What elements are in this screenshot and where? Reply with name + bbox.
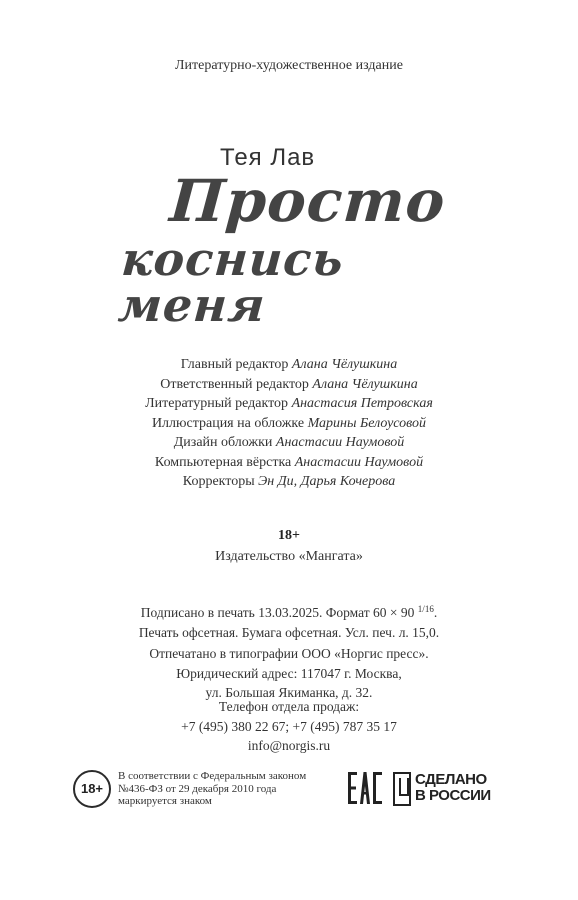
credit-role: Ответственный редактор [160,376,309,392]
credit-row [0,433,578,453]
age-18-badge-icon: 18+ [73,770,111,808]
print-info [0,600,578,642]
sales-email[interactable]: info@norgis.ru [247,738,331,753]
eac-icon [348,770,382,806]
print-signed-line: Подписано в печать 13.03.2025. Формат 60 × 90 $^{1/16}$. [140,604,438,620]
sales-label: Телефон отдела продаж: [218,699,360,714]
print-paper: Печать офсетная. Бумага офсетная. Усл. печ. л. 15,0. [138,624,440,640]
credit-name: Анастасия Петровская [291,396,433,411]
law-notice [118,770,306,808]
made-in-russia-text [415,772,491,804]
credit-name: Алана Чёлушкина [291,357,398,372]
format-fraction-num: 1 [417,604,423,614]
law-line-2: №436-ФЗ от 29 декабря 2010 года [118,782,277,795]
credit-role: Литературный редактор [145,396,289,411]
credit-role: Дизайн обложки [173,435,273,450]
credit-role: Компьютерная вёрстка [154,454,292,470]
title-line-2: коснись меня [116,232,346,332]
sales-contact [0,697,578,756]
title-line-1: Просто [167,167,448,235]
law-line-3: маркируется знаком [118,795,212,807]
credit-row [0,453,578,473]
credit-row [0,394,578,414]
made-line-1: СДЕЛАНО [415,771,487,788]
credits-list [0,355,578,492]
credit-role: Иллюстрация на обложке [151,415,305,431]
printer-line-2: Юридический адрес: 117047 г. Москва, [176,665,402,681]
age-rating: 18+ [278,528,300,543]
credit-name: Марины Белоусовой [307,415,427,431]
credit-row [0,414,578,434]
credit-name: Анастасии Наумовой [275,435,405,450]
printer-line-3: ул. Большая Якиманка, д. 32. [205,685,373,700]
credit-role: Главный редактор [180,357,289,372]
law-line-1: В соответствии с Федеральным законом [118,770,307,782]
genre-label: Литературно-художественное издание [175,58,403,73]
sales-phones: +7 (495) 380 22 67; +7 (495) 787 35 17 [181,718,397,734]
book-title [110,167,470,332]
printer-info [0,644,578,703]
credit-role: Корректоры [182,474,255,489]
credit-row [0,375,578,395]
made-in-russia-icon [393,772,411,806]
credit-row [0,472,578,492]
format-fraction-den: 16 [424,604,434,614]
credit-name: Анастасии Наумовой [294,454,424,470]
credit-row [0,355,578,375]
made-in-russia-logo [393,770,503,806]
made-line-2: В РОССИИ [415,787,491,804]
credit-name: Алана Чёлушкина [312,376,418,392]
author-name: Тея Лав [220,144,316,171]
printer-line-1: Отпечатано в типографии ООО «Норгис пресс». [149,646,429,661]
print-signed: Подписано в печать 13.03.2025. Формат 60 × 90 [140,605,415,620]
credit-name: Эн Ди, Дарья Кочерова [258,474,396,489]
publisher-name: Издательство «Мангата» [215,549,363,564]
compliance-footer [73,768,513,816]
